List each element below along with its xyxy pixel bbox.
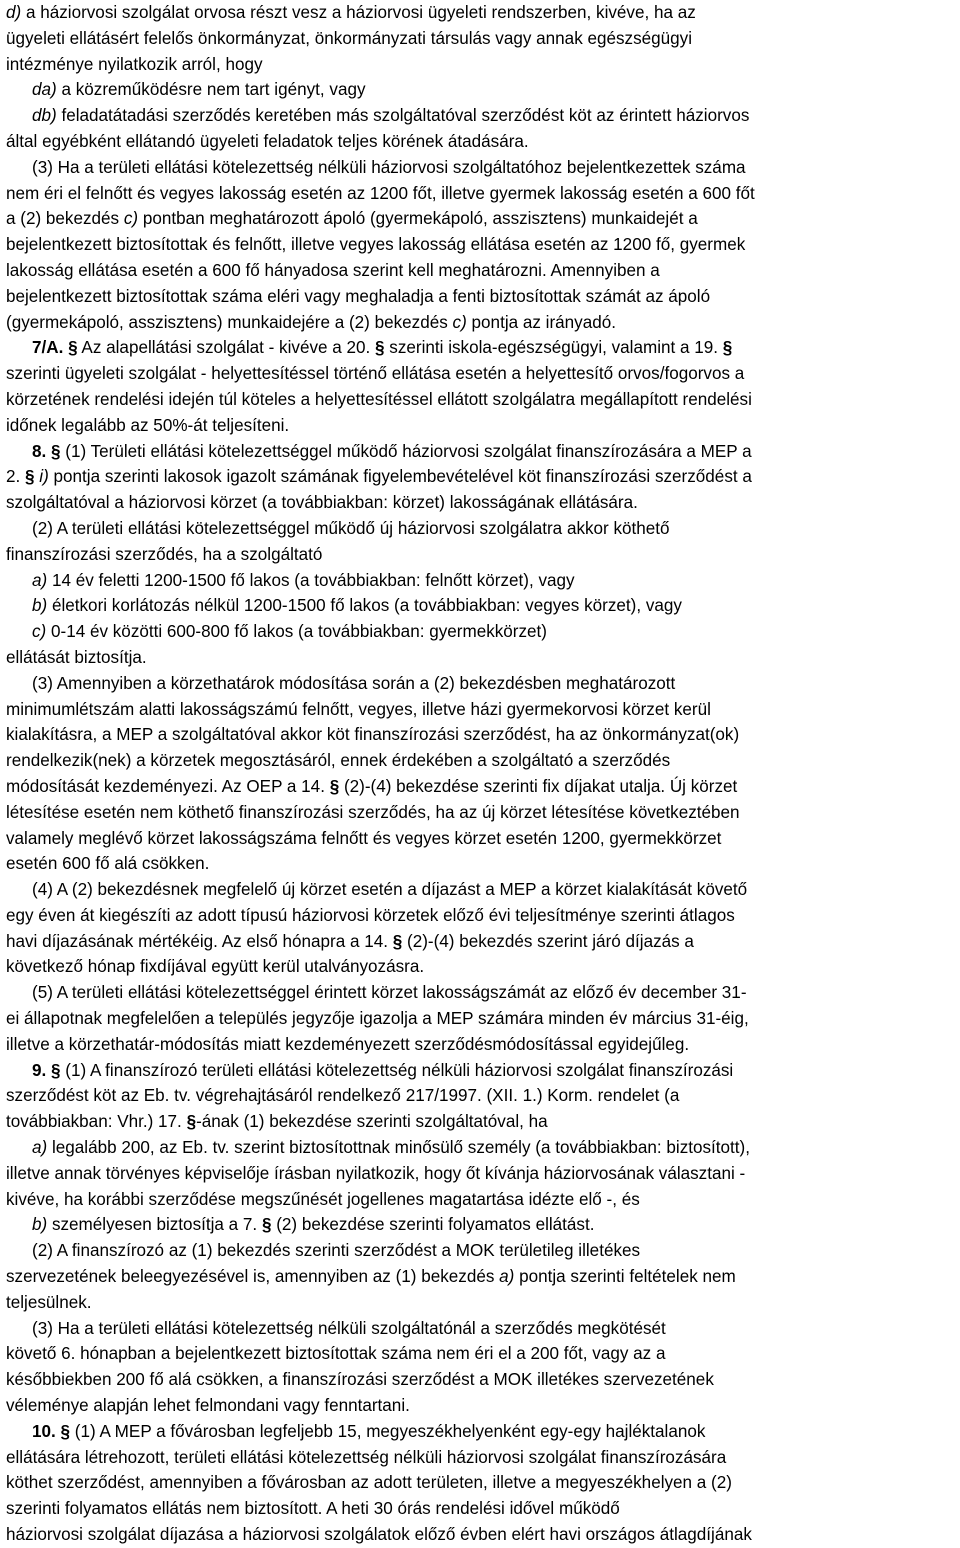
text-segment: szervezetének beleegyezésével is, amennyiben az (1) bekezdés — [6, 1267, 500, 1287]
text-segment: (3) Ha a területi ellátási kötelezettség nélküli szolgáltatónál a szerződés megkötését — [32, 1318, 666, 1338]
section-symbol: § — [261, 1215, 272, 1235]
text-segment: szerződést köt az Eb. tv. végrehajtásáról rendelkező 217/1997. (XII. 1.) Korm. rendelet (a — [6, 1086, 680, 1106]
text-line — [6, 1470, 954, 1496]
text-segment: által egyébként ellátandó ügyeleti feladatok teljes körének átadására. — [6, 131, 529, 151]
text-segment: a közreműködésre nem tart igényt, vagy — [56, 80, 366, 100]
text-segment: legalább 200, az Eb. tv. szerint biztosítottnak minősülő személy (a továbbiakban: biztosított), — [47, 1138, 750, 1158]
text-line — [6, 206, 954, 232]
text-segment: (2) A területi ellátási kötelezettséggel működő új háziorvosi szolgálatra akkor köthető — [32, 518, 670, 538]
text-segment: szolgáltatóval a háziorvosi körzet (a továbbiakban: körzet) lakosságának ellátására. — [6, 493, 638, 513]
text-line — [6, 593, 954, 619]
text-segment: (2)-(4) bekezdés szerint járó díjazás a — [402, 931, 694, 951]
text-segment: (1) Területi ellátási kötelezettséggel működő háziorvosi szolgálat finanszírozására a MEP a — [60, 441, 752, 461]
text-line — [6, 748, 954, 774]
section-symbol: § — [25, 467, 35, 487]
text-segment: ellátására létrehozott, területi ellátási kötelezettség nélküli háziorvosi szolgálat finanszírozására — [6, 1447, 727, 1467]
text-segment: szerinti folyamatos ellátás nem biztosított. A heti 30 órás rendelési idővel működő — [6, 1499, 620, 1519]
text-segment: intézménye nyilatkozik arról, hogy — [6, 54, 263, 74]
text-segment: rendelkezik(nek) a körzetek megosztásáról, ennek érdekében a szolgáltató a szerződés — [6, 751, 671, 771]
text-line — [6, 722, 954, 748]
text-line — [6, 1264, 954, 1290]
text-line — [6, 1212, 954, 1238]
text-line — [6, 181, 954, 207]
text-line — [6, 1445, 954, 1471]
text-segment: 14 év feletti 1200-1500 fő lakos (a továbbiakban: felnőtt körzet), vagy — [47, 570, 575, 590]
text-segment: időnek legalább az 50%-át teljesíteni. — [6, 415, 290, 435]
text-segment: továbbiakban: Vhr.) 17. — [6, 1112, 187, 1132]
section-symbol: § — [51, 441, 61, 461]
text-line — [6, 52, 954, 78]
text-line — [6, 1393, 954, 1419]
text-line — [6, 1290, 954, 1316]
text-line — [6, 387, 954, 413]
text-segment: körzetének rendelési idején túl köteles a helyettesítéssel ellátott szolgálatra megállapított rendelési — [6, 389, 752, 409]
text-line — [6, 284, 954, 310]
section-symbol: § — [186, 1112, 197, 1132]
text-segment: c) — [123, 209, 139, 229]
text-segment: illetve annak törvényes képviselője írásban nyilatkozik, hogy őt kívánja háziorvosának választani - — [6, 1163, 746, 1183]
text-line — [6, 542, 954, 568]
text-line — [6, 568, 954, 594]
text-segment: ügyeleti ellátásért felelős önkormányzat, önkormányzati társulás vagy annak egészségügyi — [6, 28, 693, 48]
text-segment: (5) A területi ellátási kötelezettséggel érintett körzet lakosságszámát az előző év december 31- — [32, 983, 747, 1003]
text-segment: későbbiekben 200 fő alá csökken, a finanszírozási szerződést a MOK illetékes szervezetének — [6, 1370, 714, 1390]
text-segment: a) — [32, 570, 48, 590]
text-segment: kivéve, ha korábbi szerződése megszűnését jogellenes magatartása idézte elő -, és — [6, 1189, 640, 1209]
text-line — [6, 439, 954, 465]
text-line — [6, 77, 954, 103]
text-line — [6, 619, 954, 645]
text-line — [6, 103, 954, 129]
text-line — [6, 1109, 954, 1135]
text-segment: c) — [32, 622, 47, 642]
text-segment: (2)-(4) bekezdése szerinti fix díjakat utalja. Új körzet — [339, 776, 738, 796]
text-line — [6, 826, 954, 852]
text-line — [6, 980, 954, 1006]
text-segment: (1) A finanszírozó területi ellátási kötelezettség nélküli háziorvosi szolgálat finanszírozási — [60, 1060, 734, 1080]
text-segment: szerinti iskola-egészségügyi, valamint a 19. — [384, 338, 723, 358]
text-line — [6, 1238, 954, 1264]
text-segment: bejelentkezett biztosítottak és felnőtt, illetve vegyes lakosság ellátása esetén az 1200 fő, gyermek — [6, 235, 746, 255]
text-line — [6, 1522, 954, 1548]
text-segment: háziorvosi szolgálat díjazása a háziorvosi szolgálatok előző évben elért havi országos átlagdíjának — [6, 1525, 752, 1545]
text-line — [6, 1367, 954, 1393]
text-line — [6, 645, 954, 671]
text-segment: (gyermekápoló, asszisztens) munkaidejére a (2) bekezdés — [6, 312, 453, 332]
text-segment: illetve a körzethatár-módosítás miatt kezdeményezett szerződésmódosítással egyidejűleg. — [6, 1034, 690, 1054]
text-segment: pontja szerinti feltételek nem — [514, 1267, 736, 1287]
text-segment: pontja szerinti lakosok igazolt számának figyelembevételével köt finanszírozási szerződést a — [48, 467, 752, 487]
text-line — [6, 1316, 954, 1342]
text-line — [6, 413, 954, 439]
text-segment: köthet szerződést, amennyiben a fővárosban az adott területen, illetve a megyeszékhelyen a (2) — [6, 1473, 732, 1493]
text-line — [6, 954, 954, 980]
text-segment: a háziorvosi szolgálat orvosa részt vesz a háziorvosi ügyeleti rendszerben, kivéve, ha az — [21, 3, 696, 22]
text-line — [6, 1135, 954, 1161]
text-line — [6, 1496, 954, 1522]
text-line — [6, 903, 954, 929]
text-segment: létesítése esetén nem köthető finanszírozási szerződés, ha az új körzet létesítése következtében — [6, 802, 740, 822]
text-segment: lakosság ellátása esetén a 600 fő hányadosa szerint kell meghatározni. Amennyiben a — [6, 260, 660, 280]
text-segment: következő hónap fixdíjával együtt kerül utalványozásra. — [6, 957, 425, 977]
section-symbol: § — [722, 338, 733, 358]
text-segment: 7/A. — [32, 338, 64, 358]
text-segment: b) — [32, 596, 48, 616]
text-segment: 8. — [32, 441, 47, 461]
text-line — [6, 671, 954, 697]
text-line — [6, 774, 954, 800]
text-line — [6, 1058, 954, 1084]
text-segment: életkori korlátozás nélkül 1200-1500 fő lakos (a továbbiakban: vegyes körzet), vagy — [47, 596, 682, 616]
text-line — [6, 129, 954, 155]
text-segment: Az alapellátási szolgálat - kivéve a 20. — [77, 338, 376, 358]
text-segment: bejelentkezett biztosítottak száma eléri vagy meghaladja a fenti biztosítottak számát az ápoló — [6, 286, 711, 306]
text-line — [6, 877, 954, 903]
text-segment: esetén 600 fő alá csökken. — [6, 854, 210, 874]
text-line — [6, 800, 954, 826]
text-segment: b) — [32, 1215, 48, 1235]
text-line — [6, 1341, 954, 1367]
text-segment: (3) Amennyiben a körzethatárok módosítása során a (2) bekezdésben meghatározott — [32, 673, 676, 693]
section-symbol: § — [68, 338, 78, 358]
text-segment: pontban meghatározott ápoló (gyermekápoló, asszisztens) munkaidejét a — [138, 209, 698, 229]
text-line — [6, 0, 954, 26]
text-segment: minimumlétszám alatti lakosságszámú felnőtt, vegyes, illetve házi gyermekorvosi körzet kerül — [6, 699, 711, 719]
text-segment: (2) bekezdése szerinti folyamatos ellátást. — [271, 1215, 595, 1235]
text-segment: kialakításra, a MEP a szolgáltatóval akkor köt finanszírozási szerződést, ha az önkormányzat(ok) — [6, 725, 740, 745]
text-line — [6, 1083, 954, 1109]
text-line — [6, 516, 954, 542]
text-segment: c) — [452, 312, 467, 332]
text-segment: (3) Ha a területi ellátási kötelezettség nélküli háziorvosi szolgáltatóhoz bejelentkezettek száma — [32, 157, 746, 177]
text-segment: ellátását biztosítja. — [6, 647, 147, 667]
section-symbol: § — [375, 338, 385, 358]
text-segment: da) — [32, 80, 57, 100]
text-segment: teljesülnek. — [6, 1292, 92, 1312]
text-segment: a) — [32, 1138, 48, 1158]
text-line — [6, 490, 954, 516]
section-symbol: § — [51, 1060, 61, 1080]
text-segment: 10. — [32, 1421, 56, 1441]
text-segment: 9. — [32, 1060, 47, 1080]
text-line — [6, 258, 954, 284]
text-segment: i) — [39, 467, 49, 487]
text-segment: finanszírozási szerződés, ha a szolgáltató — [6, 544, 323, 564]
text-segment: -ának (1) bekezdése szerinti szolgáltatóval, ha — [196, 1112, 548, 1132]
text-line — [6, 1419, 954, 1445]
text-segment: feladatátadási szerződés keretében más szolgáltatóval szerződést köt az érintett háziorvos — [56, 106, 750, 126]
section-symbol: § — [329, 776, 340, 796]
text-line — [6, 697, 954, 723]
text-segment: véleménye alapján lehet felmondani vagy fenntartani. — [6, 1396, 410, 1416]
text-line — [6, 1161, 954, 1187]
section-symbol: § — [392, 931, 403, 951]
text-segment: a) — [499, 1267, 515, 1287]
text-segment: követő 6. hónapban a bejelentkezett biztosítottak száma nem éri el a 200 főt, vagy az a — [6, 1344, 666, 1364]
text-segment: egy éven át kiegészíti az adott típusú háziorvosi körzetek előző évi teljesítménye szerinti átlagos — [6, 905, 735, 925]
text-line — [6, 929, 954, 955]
text-segment: módosítását kezdeményezi. Az OEP a 14. — [6, 776, 330, 796]
text-segment: a (2) bekezdés — [6, 209, 124, 229]
text-segment: db) — [32, 106, 57, 126]
text-line — [6, 335, 954, 361]
text-line — [6, 26, 954, 52]
text-line — [6, 155, 954, 181]
text-line — [6, 1006, 954, 1032]
text-segment: d) — [6, 3, 22, 22]
section-symbol: § — [60, 1421, 71, 1441]
text-line — [6, 464, 954, 490]
text-line — [6, 1032, 954, 1058]
text-segment: (1) A MEP a fővárosban legfeljebb 15, megyeszékhelyenként egy-egy hajléktalanok — [70, 1421, 706, 1441]
text-segment: ei állapotnak megfelelően a település jegyzője igazolja a MEP számára minden év március 31-éig, — [6, 1009, 749, 1029]
text-segment: (4) A (2) bekezdésnek megfelelő új körzet esetén a díjazást a MEP a körzet kialakítását követő — [32, 880, 748, 900]
text-line — [6, 1187, 954, 1213]
text-line — [6, 361, 954, 387]
text-segment: pontja az irányadó. — [466, 312, 616, 332]
text-segment: 0-14 év közötti 600-800 fő lakos (a továbbiakban: gyermekkörzet) — [46, 622, 547, 642]
text-segment: 2. — [6, 467, 26, 487]
text-segment: valamely meglévő körzet lakosságszáma felnőtt és vegyes körzet esetén 1200, gyermekkörzet — [6, 828, 722, 848]
text-segment: nem éri el felnőtt és vegyes lakosság esetén az 1200 főt, illetve gyermek lakosság esetén a 600 főt — [6, 183, 755, 203]
text-segment: személyesen biztosítja a 7. — [47, 1215, 262, 1235]
text-line — [6, 232, 954, 258]
text-segment: szerinti ügyeleti szolgálat - helyettesítéssel történő ellátása esetén a helyettesítő orvos/fogorvos a — [6, 364, 745, 384]
text-line — [6, 310, 954, 336]
text-segment: havi díjazásának mértékéig. Az első hónapra a 14. — [6, 931, 393, 951]
text-segment: (2) A finanszírozó az (1) bekezdés szerinti szerződést a MOK területileg illetékes — [32, 1241, 641, 1261]
text-line — [6, 851, 954, 877]
